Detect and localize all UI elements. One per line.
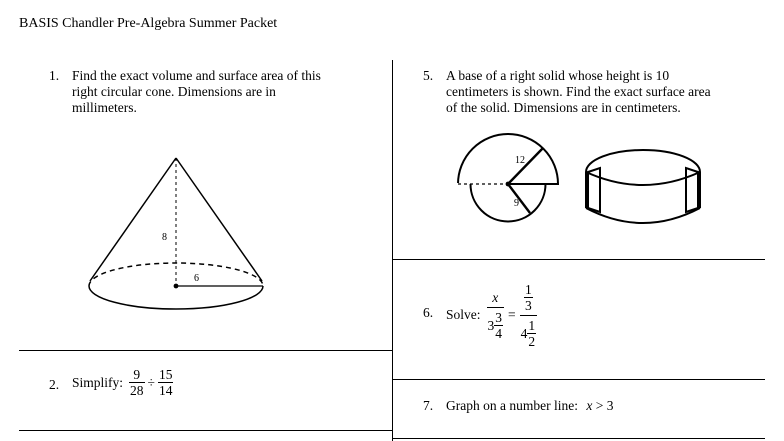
q6-rhs-den-whole: 4	[520, 325, 528, 341]
q2-b-numerator: 15	[158, 367, 173, 382]
solid-3d-diagram	[578, 128, 708, 233]
q6-lhs-den-num: 3	[495, 309, 503, 325]
divider-q6-q7	[392, 379, 765, 380]
large-radius-label: 12	[515, 155, 525, 166]
q6-lhs-den-den: 4	[495, 325, 503, 341]
q7-text	[446, 398, 613, 414]
q1-text-line-1: Find the exact volume and surface area of this	[72, 68, 321, 83]
q5-number: 5.	[423, 68, 434, 83]
solid-bottom-curve	[586, 208, 700, 223]
divider-q1-q2	[19, 350, 392, 351]
q6-rhs-num-num: 1	[525, 281, 532, 297]
q5-text-line-3: of the solid. Dimensions are in centimeters.	[446, 100, 681, 115]
large-semicircle	[458, 134, 558, 184]
solid-top-back	[586, 150, 700, 172]
column-divider	[392, 60, 393, 441]
q1-text-line-2: right circular cone. Dimensions are in	[72, 84, 276, 99]
cone-diagram	[80, 150, 280, 320]
center-point	[506, 182, 511, 187]
q6-rhs-den-num: 1	[528, 317, 536, 333]
q6-lhs-denominator	[487, 308, 505, 341]
q2-number: 2.	[49, 377, 60, 392]
large-radius	[508, 148, 543, 184]
q6-equation	[446, 275, 537, 355]
q6-prefix: Solve:	[446, 307, 481, 322]
solid-top-front	[586, 172, 700, 185]
q6-lhs-den-fraction	[494, 310, 503, 341]
q6-lhs-fraction	[487, 290, 505, 341]
q2-b-denominator: 14	[158, 383, 173, 398]
cone-height-label: 8	[162, 232, 167, 243]
q6-rhs-den-fraction	[527, 318, 536, 349]
q5-text-line-1: A base of a right solid whose height is 10	[446, 68, 670, 83]
q6-lhs-numerator: x	[492, 289, 499, 305]
q2-prefix: Simplify:	[72, 374, 124, 390]
q7-inequality	[586, 398, 613, 413]
q1-number: 1.	[49, 68, 60, 83]
q7-prefix: Graph on a number line:	[446, 398, 578, 413]
q6-rhs-den-den: 2	[528, 333, 536, 349]
divider-q5-q6	[392, 259, 765, 260]
cone-base-mask	[85, 260, 270, 286]
q1-text	[72, 68, 372, 116]
q6-rhs-num-den: 3	[525, 297, 532, 313]
q2-a-denominator: 28	[130, 383, 144, 398]
q6-number: 6.	[423, 305, 434, 320]
q6-rhs-numerator	[523, 282, 534, 315]
divider-q7-bottom	[392, 438, 765, 439]
q2-fraction-b	[158, 367, 174, 398]
semicircles-base-diagram	[450, 128, 570, 238]
q6-equals-sign: =	[508, 307, 516, 322]
q2-fraction-a	[129, 367, 145, 398]
small-radius	[508, 184, 530, 213]
q5-text-line-2: centimeters is shown. Find the exact surface area	[446, 84, 711, 99]
cone-center-point	[174, 284, 179, 289]
q6-lhs-den-whole: 3	[487, 317, 495, 333]
packet-title: BASIS Chandler Pre-Algebra Summer Packet	[19, 16, 278, 31]
q7-variable: x	[586, 398, 593, 413]
q6-rhs-fraction	[520, 282, 538, 349]
q1-text-line-3: millimeters.	[72, 100, 137, 115]
q6-rhs-num-fraction	[524, 282, 533, 313]
q2-divide-sign: ÷	[147, 374, 155, 390]
q6-rhs-denominator	[520, 316, 538, 349]
q2-expression	[72, 367, 173, 398]
cone-radius-label: 6	[194, 273, 199, 284]
small-radius-label: 9	[514, 198, 519, 209]
divider-q2-bottom	[19, 430, 392, 431]
q7-inequality-rest: > 3	[592, 398, 614, 413]
q2-a-numerator: 9	[133, 367, 141, 382]
small-semicircle	[471, 184, 546, 222]
q5-text	[446, 68, 764, 116]
q7-number: 7.	[423, 398, 434, 413]
